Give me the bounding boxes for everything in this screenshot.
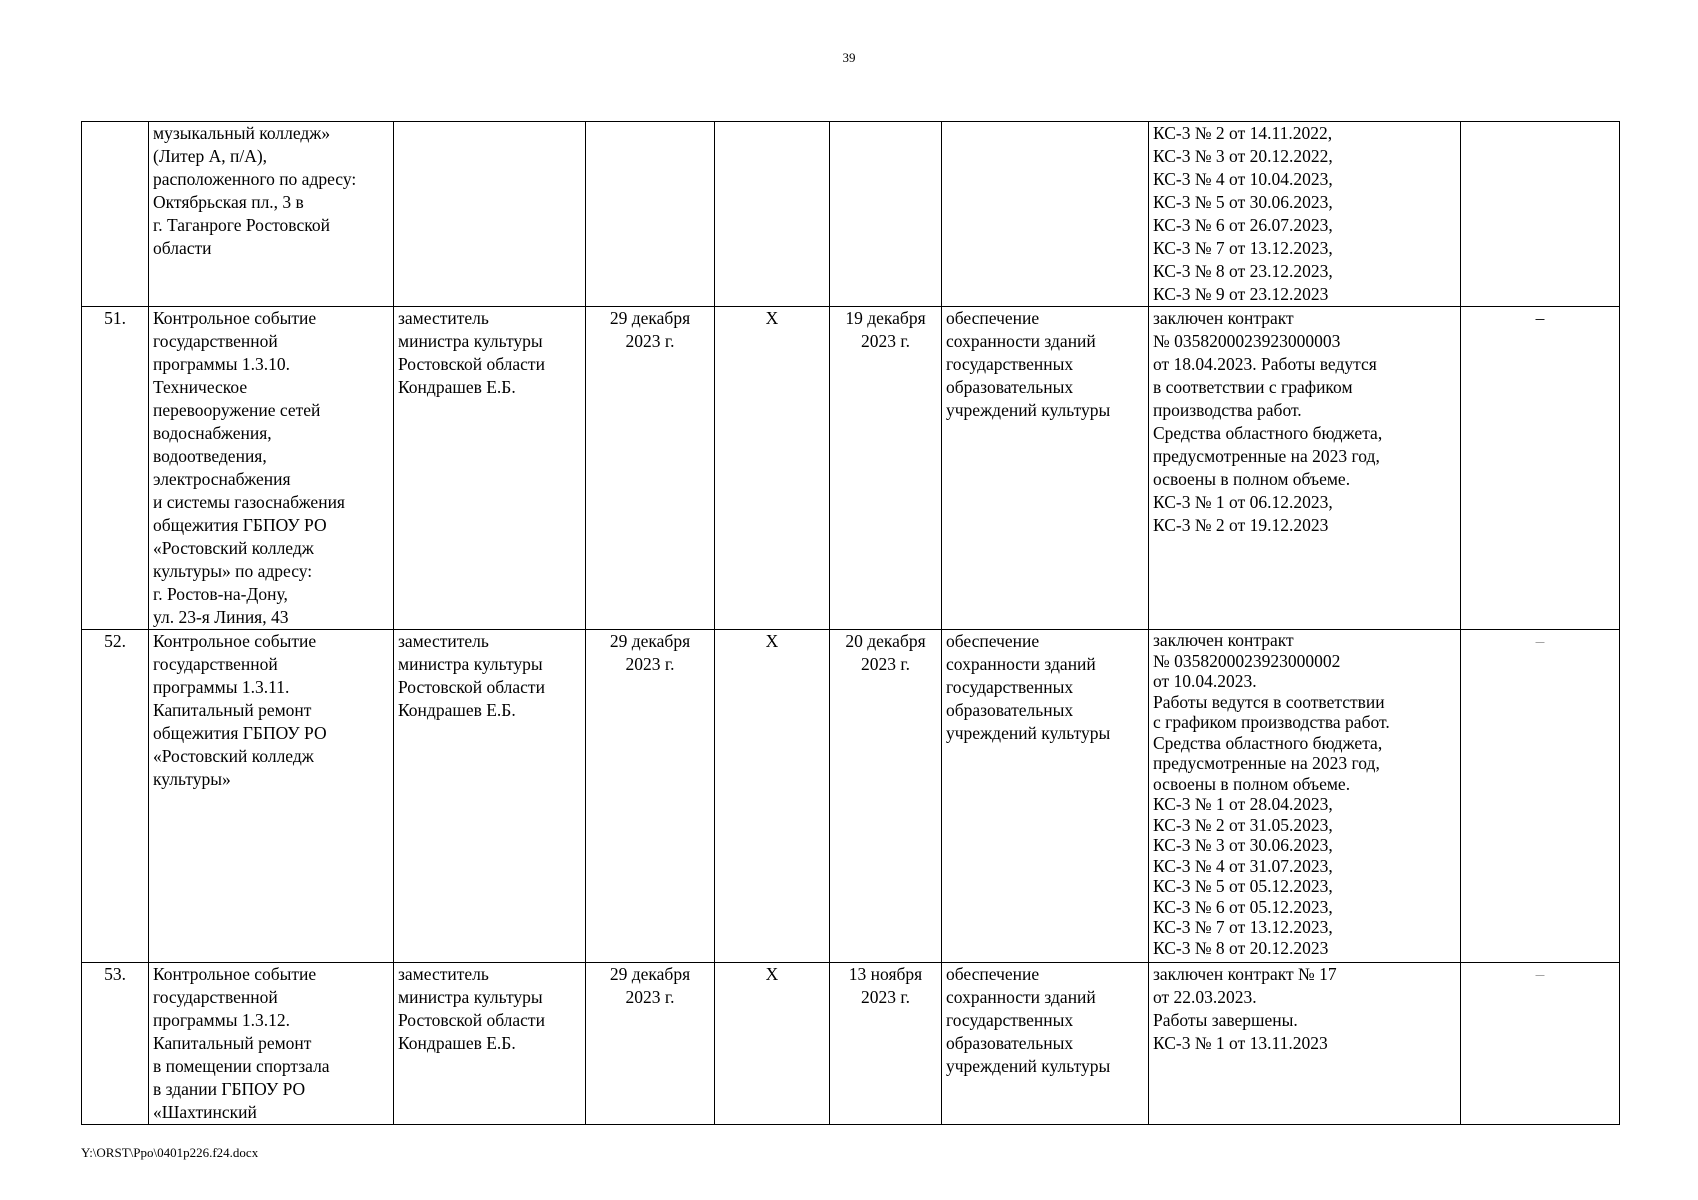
expected-result: обеспечение сохранности зданий государственных образовательных учреждений культуры (942, 307, 1149, 630)
planned-date (586, 122, 715, 307)
event-description: Контрольное событие государственной программы 1.3.11. Капитальный ремонт общежития ГБПОУ РО «Ростовский колледж культуры» (149, 630, 394, 963)
expected-result: обеспечение сохранности зданий государственных образовательных учреждений культуры (942, 630, 1149, 963)
note (1461, 122, 1620, 307)
control-events-table (81, 121, 1620, 1125)
event-description: музыкальный колледж» (Литер А, п/А), расположенного по адресу: Октябрьская пл., 3 в г. Таганроге Ростовской области (149, 122, 394, 307)
table-row (82, 307, 1620, 630)
event-description: Контрольное событие государственной программы 1.3.10. Техническое перевооружение сетей водоснабжения, водоотведения, электроснабжения и системы газоснабжения общежития ГБПОУ РО «Ростовский колледж культуры» по адресу: г. Ростов-на-Дону, ул. 23-я Линия, 43 (149, 307, 394, 630)
report-text: КС-3 № 2 от 14.11.2022, КС-3 № 3 от 20.12.2022, КС-3 № 4 от 10.04.2023, КС-3 № 5 от 30.06.2023, КС-3 № 6 от 26.07.2023, КС-3 № 7 от 13.12.2023, КС-3 № 8 от 23.12.2023, КС-3 № 9 от 23.12.2023 (1153, 123, 1333, 304)
execution-report (1149, 630, 1461, 963)
actual-date: 19 декабря 2023 г. (830, 307, 942, 630)
event-description: Контрольное событие государственной программы 1.3.12. Капитальный ремонт в помещении спортзала в здании ГБПОУ РО «Шахтинский (149, 963, 394, 1125)
report-ks3-list: КС-3 № 1 от 28.04.2023, КС-3 № 2 от 31.05.2023, КС-3 № 3 от 30.06.2023, КС-3 № 4 от 31.07.2023, КС-3 № 5 от 05.12.2023, КС-3 № 6 от 05.12.2023, КС-3 № 7 от 13.12.2023, КС-3 № 8 от 20.12.2023 (1153, 794, 1333, 958)
responsible-person (394, 122, 586, 307)
row-number: 51. (82, 307, 149, 630)
row-number: 53. (82, 963, 149, 1125)
execution-report (1149, 307, 1461, 630)
expected-result: обеспечение сохранности зданий государственных образовательных учреждений культуры (942, 963, 1149, 1125)
responsible-person: заместитель министра культуры Ростовской области Кондрашев Е.Б. (394, 307, 586, 630)
note: – (1461, 630, 1620, 963)
note: – (1461, 963, 1620, 1125)
file-path-footer: Y:\ORST\Ppo\0401p226.f24.docx (81, 1145, 259, 1160)
fact-mark: Х (715, 630, 830, 963)
report-text: заключен контракт № 0358200023923000002 от 10.04.2023. Работы ведутся в соответствии с графиком производства работ. Средства областного бюджета, предусмотренные на 2023 год, освоены в полном объеме. (1153, 630, 1390, 794)
report-text: заключен контракт № 0358200023923000003 от 18.04.2023. Работы ведутся в соответствии с графиком производства работ. Средства областного бюджета, предусмотренные на 2023 год, освоены в полном объеме. КС-3 № 1 от 06.12.2023, КС-3 № 2 от 19.12.2023 (1153, 308, 1383, 535)
fact-mark (715, 122, 830, 307)
table-row (82, 122, 1620, 307)
row-number: 52. (82, 630, 149, 963)
table-row (82, 963, 1620, 1125)
responsible-person: заместитель министра культуры Ростовской области Кондрашев Е.Б. (394, 963, 586, 1125)
actual-date (830, 122, 942, 307)
expected-result (942, 122, 1149, 307)
actual-date: 20 декабря 2023 г. (830, 630, 942, 963)
fact-mark: Х (715, 963, 830, 1125)
table-row (82, 630, 1620, 963)
planned-date: 29 декабря 2023 г. (586, 630, 715, 963)
row-number (82, 122, 149, 307)
report-text: заключен контракт № 17 от 22.03.2023. Работы завершены. КС-3 № 1 от 13.11.2023 (1153, 964, 1337, 1053)
execution-report (1149, 963, 1461, 1125)
planned-date: 29 декабря 2023 г. (586, 307, 715, 630)
actual-date: 13 ноября 2023 г. (830, 963, 942, 1125)
note: – (1461, 307, 1620, 630)
responsible-person: заместитель министра культуры Ростовской области Кондрашев Е.Б. (394, 630, 586, 963)
execution-report (1149, 122, 1461, 307)
planned-date: 29 декабря 2023 г. (586, 963, 715, 1125)
page-number: 39 (842, 50, 856, 65)
fact-mark: Х (715, 307, 830, 630)
